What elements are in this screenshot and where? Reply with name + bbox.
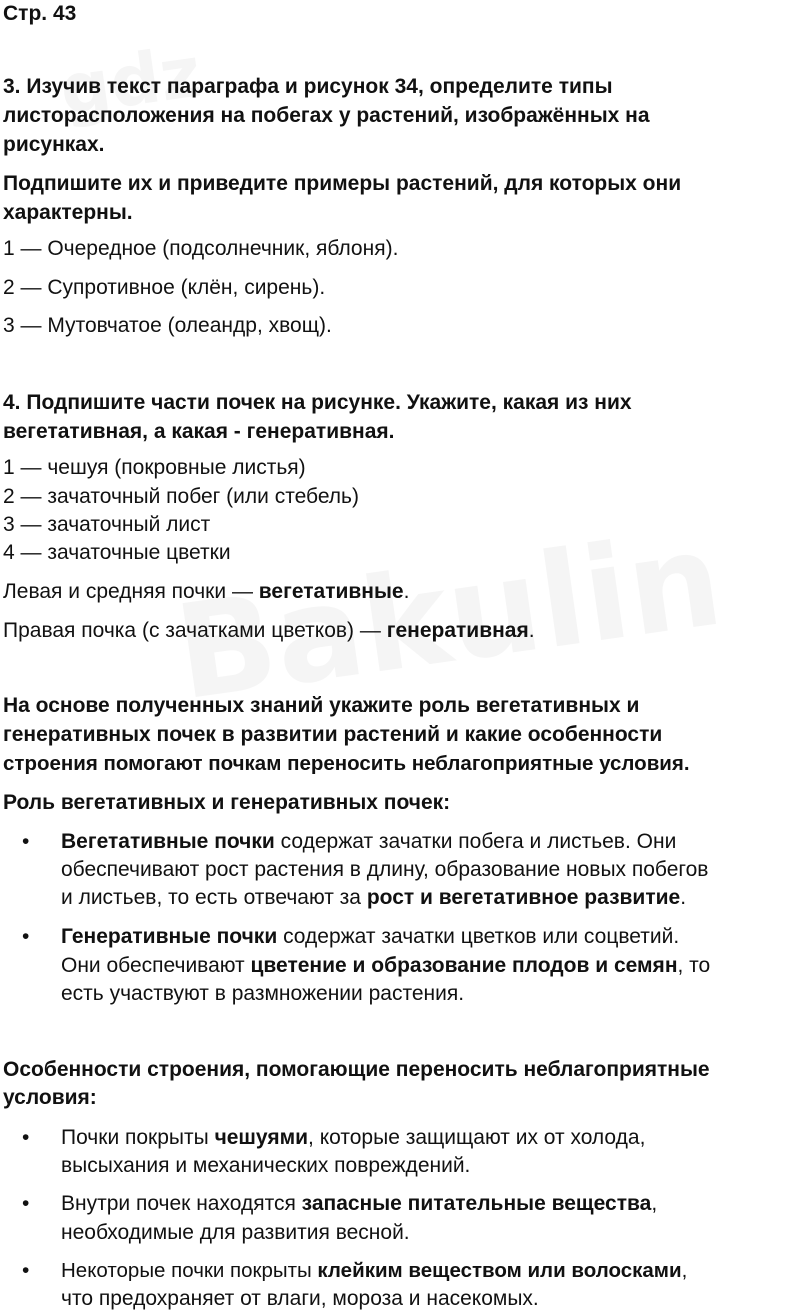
- veg-bullet-line-2: обеспечивают рост растения в длину, образование новых побегов: [61, 858, 709, 881]
- q3-title-line-1: 3. Изучив текст параграфа и рисунок 34, определите типы: [3, 75, 613, 98]
- feature-1-line-1: [61, 1123, 645, 1152]
- q4-title-line-2: вегетативная, а какая - генеративная.: [3, 420, 395, 443]
- veg-bullet-l3-bold: рост и вегетативное развитие: [366, 886, 681, 909]
- bullet-dot: •: [22, 1192, 30, 1215]
- q5-title-line-3: строения помогают почкам переносить неблагоприятные условия.: [3, 752, 690, 775]
- q4-part-1: 1 — чешуя (покровные листья): [3, 456, 306, 479]
- gen-bullet-l2-end: , то: [677, 954, 711, 977]
- feature-2-line-1: [61, 1189, 657, 1218]
- gen-bullet-line-3: есть участвуют в размножении растения.: [61, 982, 465, 1005]
- page-label: Стр. 43: [3, 2, 77, 25]
- feature-2-line-2: необходимые для развития весной.: [61, 1221, 410, 1244]
- q4-gen-bold: генеративная: [386, 619, 529, 642]
- veg-bullet-l3-end: .: [680, 886, 687, 909]
- q3-subtitle-line-2: характерны.: [3, 201, 133, 224]
- q4-veg-bold: вегетативные: [258, 580, 404, 603]
- q4-part-4: 4 — зачаточные цветки: [3, 541, 231, 564]
- q5-title-line-2: генеративных почек в развитии растений и какие особенности: [3, 723, 663, 746]
- feature-3-bold: клейким веществом или волосками: [317, 1259, 682, 1282]
- q4-veg-prefix: Левая и средняя почки —: [3, 580, 259, 603]
- q4-generative-line: [3, 616, 535, 645]
- gen-bullet-l2-bold: цветение и образование плодов и семян: [250, 954, 678, 977]
- feature-2-end: ,: [651, 1192, 658, 1215]
- veg-bullet-line-1: [61, 827, 676, 856]
- gen-bullet-l2-text: Они обеспечивают: [61, 954, 251, 977]
- q4-title-line-1: 4. Подпишите части почек на рисунке. Укажите, какая из них: [3, 391, 632, 414]
- bullet-dot: •: [22, 925, 30, 948]
- role-heading: Роль вегетативных и генеративных почек:: [3, 791, 451, 814]
- feature-2-bold: запасные питательные вещества: [301, 1192, 652, 1215]
- gen-bullet-line-1: [61, 922, 679, 951]
- bullet-dot: •: [22, 830, 30, 853]
- feature-3-end: ,: [681, 1259, 688, 1282]
- q3-answer-1: 1 — Очередное (подсолнечник, яблоня).: [3, 237, 399, 260]
- feature-3-line-2: что предохраняет от влаги, мороза и насекомых.: [61, 1287, 539, 1310]
- q3-subtitle-line-1: Подпишите их и приведите примеры растений, для которых они: [3, 172, 682, 195]
- gen-bullet-line-2: [61, 951, 710, 980]
- bullet-dot: •: [22, 1259, 30, 1282]
- q4-gen-prefix: Правая почка (с зачатками цветков) —: [3, 619, 387, 642]
- feature-1-text: Почки покрыты: [61, 1126, 215, 1149]
- features-heading-line-2: условия:: [3, 1086, 97, 1109]
- veg-bullet-l3-text: и листьев, то есть отвечают за: [61, 886, 367, 909]
- q5-title-line-1: На основе полученных знаний укажите роль вегетативных и: [3, 694, 640, 717]
- q3-answer-2: 2 — Супротивное (клён, сирень).: [3, 276, 326, 299]
- q4-vegetative-line: [3, 577, 409, 606]
- feature-3-text: Некоторые почки покрыты: [61, 1259, 318, 1282]
- veg-bullet-text: содержат зачатки побега и листьев. Они: [274, 830, 677, 853]
- q3-answer-3: 3 — Мутовчатое (олеандр, хвощ).: [3, 314, 332, 337]
- veg-bullet-bold: Вегетативные почки: [61, 830, 275, 853]
- features-heading-line-1: Особенности строения, помогающие переносить неблагоприятные: [3, 1058, 710, 1081]
- q4-part-3: 3 — зачаточный лист: [3, 513, 211, 536]
- veg-bullet-line-3: [61, 883, 686, 912]
- gen-bullet-text: содержат зачатки цветков или соцветий.: [277, 925, 680, 948]
- feature-3-line-1: [61, 1256, 687, 1285]
- bullet-dot: •: [22, 1126, 30, 1149]
- q4-part-2: 2 — зачаточный побег (или стебель): [3, 485, 359, 508]
- q4-gen-suffix: .: [528, 619, 535, 642]
- q3-title-line-2: листорасположения на побегах у растений, изображённых на: [3, 104, 650, 127]
- feature-2-text: Внутри почек находятся: [61, 1192, 302, 1215]
- feature-1-bold: чешуями: [214, 1126, 309, 1149]
- q4-veg-suffix: .: [403, 580, 410, 603]
- q3-title-line-3: рисунках.: [3, 133, 105, 156]
- feature-1-end: , которые защищают их от холода,: [308, 1126, 646, 1149]
- gen-bullet-bold: Генеративные почки: [61, 925, 278, 948]
- feature-1-line-2: высыхания и механических повреждений.: [61, 1154, 471, 1177]
